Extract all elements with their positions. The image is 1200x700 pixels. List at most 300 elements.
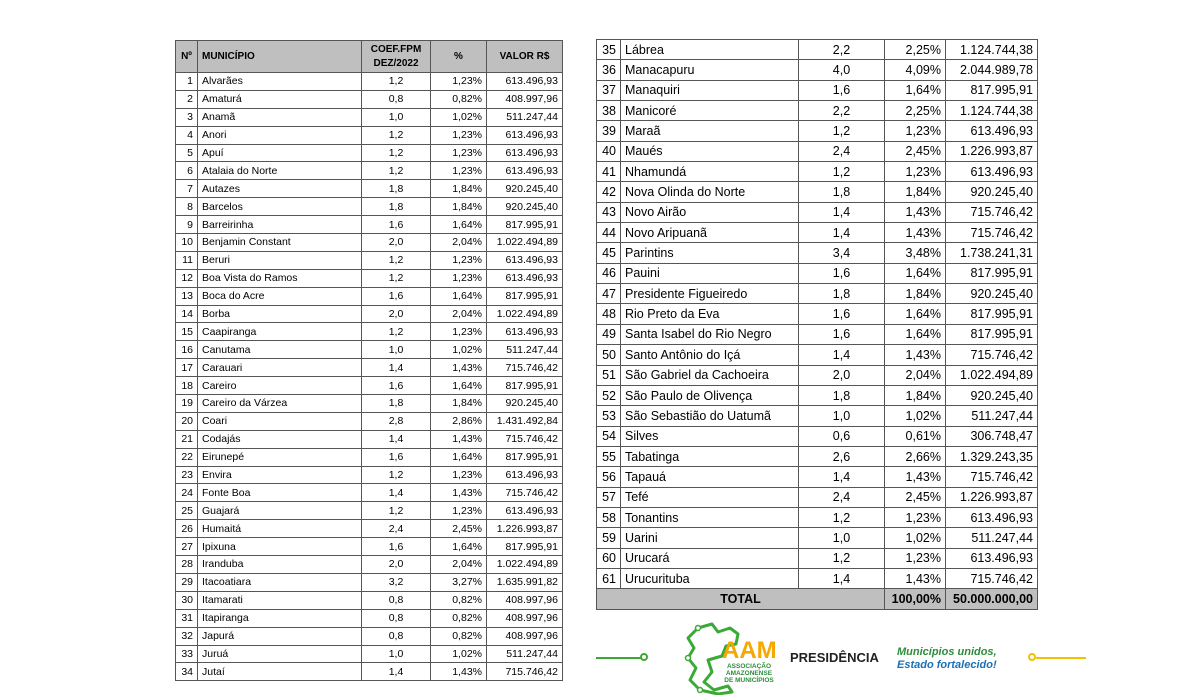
row-municipio: Tapauá <box>621 467 799 487</box>
row-valor: 1.022.494,89 <box>487 305 563 323</box>
row-municipio: Boa Vista do Ramos <box>198 269 362 287</box>
row-num: 15 <box>176 323 198 341</box>
row-municipio: Manaquiri <box>621 80 799 100</box>
table-row <box>176 520 563 538</box>
row-coef: 1,2 <box>362 73 431 91</box>
row-num: 3 <box>176 108 198 126</box>
row-municipio: Barcelos <box>198 198 362 216</box>
row-pct: 1,43% <box>885 467 946 487</box>
row-municipio: Apuí <box>198 144 362 162</box>
row-valor: 817.995,91 <box>946 263 1038 283</box>
row-coef: 1,6 <box>799 304 885 324</box>
row-pct: 1,43% <box>885 202 946 222</box>
row-valor: 511.247,44 <box>946 528 1038 548</box>
row-coef: 2,0 <box>362 234 431 252</box>
row-municipio: Humaitá <box>198 520 362 538</box>
row-valor: 715.746,42 <box>946 202 1038 222</box>
slogan-line1: Municípios unidos, <box>897 646 997 658</box>
row-num: 44 <box>597 223 621 243</box>
row-coef: 1,6 <box>362 538 431 556</box>
row-municipio: Ipixuna <box>198 538 362 556</box>
row-municipio: Manacapuru <box>621 60 799 80</box>
row-pct: 1,43% <box>431 484 487 502</box>
row-valor: 408.997,96 <box>487 609 563 627</box>
row-num: 22 <box>176 448 198 466</box>
row-municipio: Jutaí <box>198 663 362 681</box>
row-valor: 817.995,91 <box>487 216 563 234</box>
row-valor: 613.496,93 <box>487 502 563 520</box>
row-num: 55 <box>597 446 621 466</box>
row-coef: 0,8 <box>362 90 431 108</box>
row-municipio: Beruri <box>198 251 362 269</box>
row-municipio: Uarini <box>621 528 799 548</box>
row-coef: 1,4 <box>799 345 885 365</box>
row-valor: 1.431.492,84 <box>487 412 563 430</box>
table-body-left <box>176 73 563 681</box>
row-num: 20 <box>176 412 198 430</box>
row-coef: 2,4 <box>362 520 431 538</box>
row-municipio: Itacoatiara <box>198 573 362 591</box>
table-row <box>176 162 563 180</box>
slogan <box>897 646 997 672</box>
table-row <box>597 121 1038 141</box>
row-valor: 511.247,44 <box>946 406 1038 426</box>
row-municipio: Guajará <box>198 502 362 520</box>
row-pct: 1,64% <box>431 377 487 395</box>
row-num: 8 <box>176 198 198 216</box>
table-row <box>176 484 563 502</box>
row-coef: 1,6 <box>799 263 885 283</box>
row-valor: 613.496,93 <box>487 323 563 341</box>
row-valor: 613.496,93 <box>487 162 563 180</box>
row-num: 45 <box>597 243 621 263</box>
row-coef: 1,8 <box>362 198 431 216</box>
row-valor: 920.245,40 <box>487 395 563 413</box>
row-coef: 1,2 <box>362 466 431 484</box>
row-pct: 0,82% <box>431 591 487 609</box>
header-coef <box>362 41 431 73</box>
table-row <box>597 263 1038 283</box>
row-coef: 3,4 <box>799 243 885 263</box>
row-coef: 2,4 <box>799 141 885 161</box>
row-coef: 4,0 <box>799 60 885 80</box>
row-pct: 1,23% <box>431 162 487 180</box>
row-pct: 1,23% <box>431 251 487 269</box>
row-coef: 1,2 <box>362 126 431 144</box>
row-num: 7 <box>176 180 198 198</box>
row-num: 48 <box>597 304 621 324</box>
table-row <box>597 548 1038 568</box>
row-num: 19 <box>176 395 198 413</box>
row-num: 54 <box>597 426 621 446</box>
row-pct: 1,64% <box>885 263 946 283</box>
row-valor: 817.995,91 <box>946 80 1038 100</box>
row-coef: 1,8 <box>799 385 885 405</box>
row-valor: 715.746,42 <box>946 568 1038 588</box>
row-valor: 817.995,91 <box>487 448 563 466</box>
row-coef: 2,0 <box>362 556 431 574</box>
row-coef: 2,2 <box>799 101 885 121</box>
row-coef: 1,6 <box>799 324 885 344</box>
table-row <box>597 324 1038 344</box>
table-row <box>597 426 1038 446</box>
table-row <box>597 101 1038 121</box>
row-coef: 2,4 <box>799 487 885 507</box>
row-municipio: Carauari <box>198 359 362 377</box>
row-num: 40 <box>597 141 621 161</box>
row-valor: 1.124.744,38 <box>946 40 1038 60</box>
row-pct: 0,82% <box>431 90 487 108</box>
row-pct: 1,64% <box>431 216 487 234</box>
row-valor: 408.997,96 <box>487 627 563 645</box>
row-num: 24 <box>176 484 198 502</box>
row-pct: 0,82% <box>431 609 487 627</box>
row-pct: 2,45% <box>885 487 946 507</box>
row-num: 50 <box>597 345 621 365</box>
row-pct: 1,64% <box>431 448 487 466</box>
row-municipio: Itamarati <box>198 591 362 609</box>
row-coef: 1,6 <box>362 287 431 305</box>
row-num: 42 <box>597 182 621 202</box>
row-municipio: Coari <box>198 412 362 430</box>
row-num: 31 <box>176 609 198 627</box>
logo-sub-line2: AMAZONENSE <box>725 670 773 677</box>
table-row <box>597 507 1038 527</box>
row-pct: 1,43% <box>431 359 487 377</box>
row-pct: 2,04% <box>431 556 487 574</box>
row-pct: 1,64% <box>885 80 946 100</box>
row-num: 43 <box>597 202 621 222</box>
row-pct: 1,84% <box>431 180 487 198</box>
row-municipio: Anori <box>198 126 362 144</box>
row-valor: 817.995,91 <box>946 324 1038 344</box>
row-municipio: Novo Airão <box>621 202 799 222</box>
row-num: 16 <box>176 341 198 359</box>
table-row <box>176 502 563 520</box>
row-num: 38 <box>597 101 621 121</box>
row-pct: 2,25% <box>885 40 946 60</box>
row-valor: 613.496,93 <box>487 269 563 287</box>
row-coef: 1,2 <box>799 162 885 182</box>
row-valor: 511.247,44 <box>487 108 563 126</box>
row-valor: 715.746,42 <box>487 359 563 377</box>
row-valor: 1.124.744,38 <box>946 101 1038 121</box>
row-municipio: Silves <box>621 426 799 446</box>
row-valor: 817.995,91 <box>946 304 1038 324</box>
row-pct: 1,02% <box>431 341 487 359</box>
table-row <box>176 180 563 198</box>
row-valor: 817.995,91 <box>487 377 563 395</box>
row-num: 56 <box>597 467 621 487</box>
row-valor: 920.245,40 <box>487 180 563 198</box>
row-municipio: Novo Aripuanã <box>621 223 799 243</box>
row-valor: 1.226.993,87 <box>946 487 1038 507</box>
row-valor: 1.022.494,89 <box>487 556 563 574</box>
row-municipio: Fonte Boa <box>198 484 362 502</box>
total-label: TOTAL <box>597 589 885 610</box>
left-decor-dot <box>640 653 648 661</box>
table-row <box>176 556 563 574</box>
row-num: 27 <box>176 538 198 556</box>
row-valor: 817.995,91 <box>487 538 563 556</box>
row-municipio: Nova Olinda do Norte <box>621 182 799 202</box>
row-num: 18 <box>176 377 198 395</box>
row-coef: 1,2 <box>362 269 431 287</box>
row-municipio: Santa Isabel do Rio Negro <box>621 324 799 344</box>
row-valor: 1.022.494,89 <box>946 365 1038 385</box>
row-valor: 613.496,93 <box>946 507 1038 527</box>
row-valor: 1.226.993,87 <box>946 141 1038 161</box>
table-row <box>176 645 563 663</box>
row-pct: 3,27% <box>431 573 487 591</box>
row-pct: 1,23% <box>885 548 946 568</box>
row-pct: 2,45% <box>885 141 946 161</box>
row-coef: 1,2 <box>799 507 885 527</box>
row-municipio: Envira <box>198 466 362 484</box>
row-num: 21 <box>176 430 198 448</box>
row-valor: 511.247,44 <box>487 645 563 663</box>
row-valor: 920.245,40 <box>946 182 1038 202</box>
left-decor-line <box>596 657 644 659</box>
row-municipio: Codajás <box>198 430 362 448</box>
table-row <box>176 323 563 341</box>
row-valor: 613.496,93 <box>487 144 563 162</box>
header-coef-line2: DEZ/2022 <box>373 57 419 69</box>
row-coef: 1,8 <box>799 284 885 304</box>
row-coef: 1,8 <box>362 180 431 198</box>
table-row <box>597 304 1038 324</box>
table-row <box>176 627 563 645</box>
row-municipio: Tefé <box>621 487 799 507</box>
row-municipio: Benjamin Constant <box>198 234 362 252</box>
row-pct: 2,45% <box>431 520 487 538</box>
row-municipio: Canutama <box>198 341 362 359</box>
row-num: 32 <box>176 627 198 645</box>
row-num: 41 <box>597 162 621 182</box>
row-num: 49 <box>597 324 621 344</box>
row-num: 29 <box>176 573 198 591</box>
row-pct: 1,84% <box>885 385 946 405</box>
row-num: 14 <box>176 305 198 323</box>
table-row <box>597 446 1038 466</box>
row-coef: 1,2 <box>799 548 885 568</box>
row-municipio: Itapiranga <box>198 609 362 627</box>
row-valor: 613.496,93 <box>487 73 563 91</box>
row-valor: 1.022.494,89 <box>487 234 563 252</box>
row-pct: 2,25% <box>885 101 946 121</box>
row-municipio: Tonantins <box>621 507 799 527</box>
table-row <box>176 144 563 162</box>
row-num: 28 <box>176 556 198 574</box>
row-num: 35 <box>597 40 621 60</box>
row-num: 23 <box>176 466 198 484</box>
table-row <box>176 448 563 466</box>
row-valor: 613.496,93 <box>487 466 563 484</box>
header-num: Nº <box>176 41 198 73</box>
row-coef: 1,8 <box>362 395 431 413</box>
row-valor: 613.496,93 <box>946 121 1038 141</box>
row-municipio: Rio Preto da Eva <box>621 304 799 324</box>
row-num: 60 <box>597 548 621 568</box>
row-pct: 1,64% <box>885 324 946 344</box>
row-pct: 1,43% <box>431 430 487 448</box>
row-coef: 1,2 <box>362 144 431 162</box>
table-row <box>176 216 563 234</box>
row-num: 33 <box>176 645 198 663</box>
row-num: 53 <box>597 406 621 426</box>
table-header-row <box>176 41 563 73</box>
row-coef: 2,6 <box>799 446 885 466</box>
row-municipio: São Sebastião do Uatumã <box>621 406 799 426</box>
row-coef: 0,8 <box>362 609 431 627</box>
row-municipio: Eirunepé <box>198 448 362 466</box>
row-pct: 1,23% <box>431 126 487 144</box>
row-coef: 1,6 <box>362 448 431 466</box>
row-pct: 1,02% <box>885 406 946 426</box>
row-coef: 1,4 <box>362 359 431 377</box>
row-num: 25 <box>176 502 198 520</box>
table-row <box>176 466 563 484</box>
row-municipio: Parintins <box>621 243 799 263</box>
row-pct: 1,23% <box>885 507 946 527</box>
row-coef: 1,2 <box>362 323 431 341</box>
table-row <box>176 287 563 305</box>
row-pct: 1,02% <box>431 645 487 663</box>
logo-sub-line1: ASSOCIAÇÃO <box>726 663 772 670</box>
row-valor: 408.997,96 <box>487 591 563 609</box>
table-row <box>597 385 1038 405</box>
row-num: 26 <box>176 520 198 538</box>
row-num: 59 <box>597 528 621 548</box>
table-row <box>597 243 1038 263</box>
row-valor: 1.738.241,31 <box>946 243 1038 263</box>
table-row <box>176 663 563 681</box>
table-row <box>176 591 563 609</box>
row-num: 39 <box>597 121 621 141</box>
table-row <box>597 467 1038 487</box>
row-coef: 1,0 <box>799 528 885 548</box>
row-num: 36 <box>597 60 621 80</box>
table-row <box>597 182 1038 202</box>
row-pct: 1,64% <box>431 538 487 556</box>
row-valor: 408.997,96 <box>487 90 563 108</box>
total-pct: 100,00% <box>885 589 946 610</box>
row-valor: 715.746,42 <box>487 663 563 681</box>
row-pct: 1,02% <box>885 528 946 548</box>
table-row <box>597 284 1038 304</box>
header-valor: VALOR R$ <box>487 41 563 73</box>
row-valor: 1.635.991,82 <box>487 573 563 591</box>
row-valor: 1.226.993,87 <box>487 520 563 538</box>
row-pct: 1,64% <box>885 304 946 324</box>
row-pct: 1,23% <box>431 323 487 341</box>
footer-brand <box>590 615 1090 697</box>
row-municipio: Urucará <box>621 548 799 568</box>
row-valor: 920.245,40 <box>487 198 563 216</box>
table-row <box>597 223 1038 243</box>
row-municipio: Caapiranga <box>198 323 362 341</box>
row-valor: 715.746,42 <box>946 467 1038 487</box>
row-num: 11 <box>176 251 198 269</box>
row-num: 4 <box>176 126 198 144</box>
header-coef-line1: COEF.FPM <box>370 43 422 55</box>
table-row <box>597 345 1038 365</box>
total-valor: 50.000.000,00 <box>946 589 1038 610</box>
row-valor: 511.247,44 <box>487 341 563 359</box>
aam-logo-subtitle <box>720 663 778 684</box>
table-row <box>176 126 563 144</box>
row-pct: 0,61% <box>885 426 946 446</box>
row-coef: 2,0 <box>799 365 885 385</box>
right-decor-line <box>1036 657 1086 659</box>
table-row <box>176 430 563 448</box>
row-coef: 1,4 <box>362 430 431 448</box>
row-num: 47 <box>597 284 621 304</box>
row-municipio: Urucurituba <box>621 568 799 588</box>
row-valor: 715.746,42 <box>946 345 1038 365</box>
row-coef: 1,0 <box>799 406 885 426</box>
table-row <box>597 406 1038 426</box>
row-pct: 2,04% <box>885 365 946 385</box>
row-municipio: Juruá <box>198 645 362 663</box>
header-municipio: MUNICÍPIO <box>198 41 362 73</box>
row-valor: 613.496,93 <box>487 126 563 144</box>
row-municipio: Autazes <box>198 180 362 198</box>
row-num: 52 <box>597 385 621 405</box>
row-municipio: Maraã <box>621 121 799 141</box>
row-coef: 2,8 <box>362 412 431 430</box>
row-valor: 613.496,93 <box>487 251 563 269</box>
row-coef: 1,0 <box>362 645 431 663</box>
row-pct: 4,09% <box>885 60 946 80</box>
table-body-right <box>597 40 1038 589</box>
row-coef: 2,0 <box>362 305 431 323</box>
table-row <box>597 528 1038 548</box>
row-coef: 0,8 <box>362 627 431 645</box>
row-pct: 0,82% <box>431 627 487 645</box>
table-row <box>597 141 1038 161</box>
row-coef: 0,6 <box>799 426 885 446</box>
table-row <box>176 573 563 591</box>
row-num: 58 <box>597 507 621 527</box>
table-row <box>176 90 563 108</box>
row-pct: 1,84% <box>885 182 946 202</box>
table-row <box>176 198 563 216</box>
row-coef: 1,4 <box>799 568 885 588</box>
row-municipio: Lábrea <box>621 40 799 60</box>
row-municipio: São Paulo de Olivença <box>621 385 799 405</box>
fpm-table-left <box>175 40 563 681</box>
row-valor: 817.995,91 <box>487 287 563 305</box>
row-valor: 715.746,42 <box>946 223 1038 243</box>
row-coef: 1,0 <box>362 108 431 126</box>
row-num: 1 <box>176 73 198 91</box>
table-row <box>176 108 563 126</box>
row-municipio: Iranduba <box>198 556 362 574</box>
row-pct: 1,23% <box>885 121 946 141</box>
row-num: 6 <box>176 162 198 180</box>
row-num: 12 <box>176 269 198 287</box>
row-coef: 1,2 <box>362 251 431 269</box>
right-decor-dot <box>1028 653 1036 661</box>
row-pct: 1,02% <box>431 108 487 126</box>
row-municipio: Careiro da Várzea <box>198 395 362 413</box>
row-pct: 2,86% <box>431 412 487 430</box>
table-row <box>597 80 1038 100</box>
total-row <box>597 589 1038 610</box>
row-municipio: Pauini <box>621 263 799 283</box>
row-pct: 1,43% <box>431 663 487 681</box>
